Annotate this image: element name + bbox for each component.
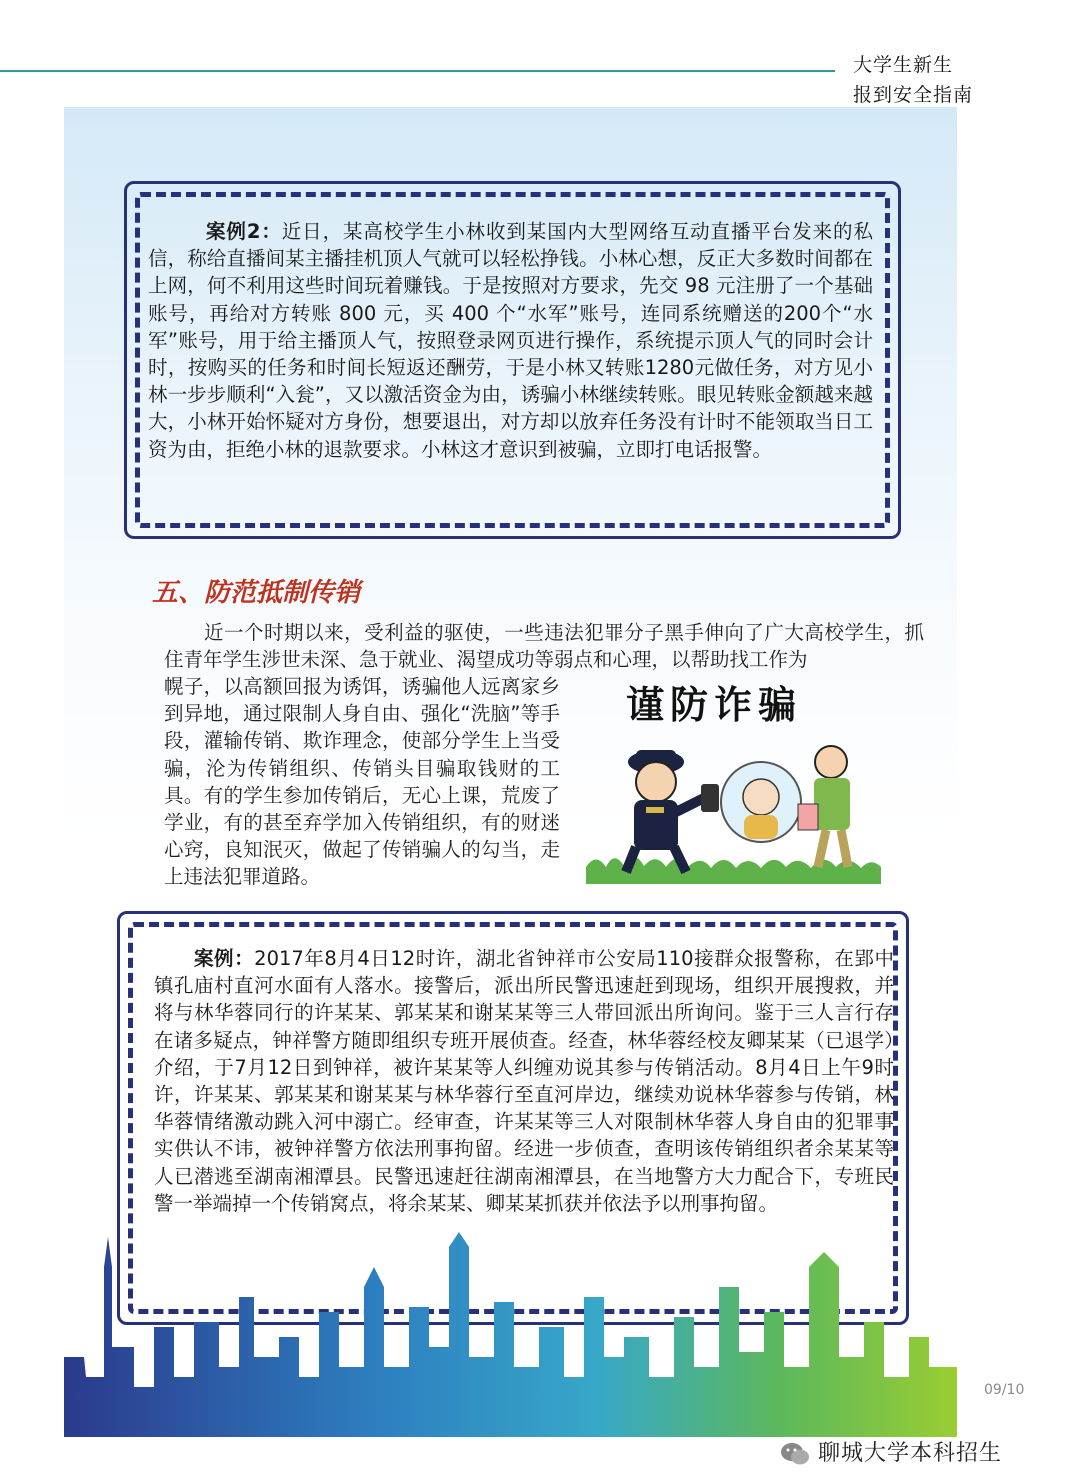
- page-number: 09/10: [984, 1382, 1025, 1398]
- case1-text-block: [148, 218, 873, 463]
- section-title: 五、防范抵制传销: [152, 578, 361, 608]
- section-paragraph-left: 幌子，以高额回报为诱饵，诱骗他人远离家乡到异地，通过限制人身自由、强化“洗脑”等手段，灌输传销、欺诈理念，使部分学生上当受骗，沦为传销组织、传销头目骗取钱财的工具。有的学生参加传销后，无心上课，荒废了学业，有的甚至弃学加入传销组织，有的财迷心窍，良知泯灭，做起了传销骗人的勾当，走上违法犯罪道路。: [164, 675, 560, 889]
- watermark: [780, 1436, 1002, 1467]
- header-title-line1: 大学生新生: [853, 54, 954, 76]
- watermark-text: 聊城大学本科招生: [818, 1441, 1003, 1466]
- wechat-icon: [780, 1441, 810, 1467]
- illustration-title: 谨防诈骗: [626, 682, 803, 727]
- case1-body: 近日，某高校学生小林收到某国内大型网络互动直播平台发来的私信，称给直播间某主播挂机顶人气就可以轻松挣钱。小林心想，反正大多数时间都在上网，何不利用这些时间玩着赚钱。于是按照对方要求，先交 98 元注册了一个基础账号，再给对方转账 800 元，买 400 个“水军”账号，连同系统赠送的200个“水军”账号，用于给主播顶人气，按照登录网页进行操作，系统提示顶人气的同时会计时，按购买的任务和时间长短返还酬劳，于是小林又转账1280元做任务，对方见小林一步步顺利“入瓮”，又以激活资金为由，诱骗小林继续转账。眼见转账金额越来越大，小林开始怀疑对方身份，想要退出，对方却以放弃任务没有计时不能领取当日工资为由，拒绝小林的退款要求。小林这才意识到被骗，立即打电话报警。: [148, 220, 873, 461]
- case2-text-block: [154, 945, 894, 1217]
- header-title-line2: 报到安全指南: [853, 84, 974, 106]
- section-paragraph-top: [164, 619, 924, 673]
- section-paragraph-top-text: 近一个时期以来，受利益的驱使，一些违法犯罪分子黑手伸向了广大高校学生，抓住青年学生涉世未深、急于就业、渴望成功等弱点和心理，以帮助找工作为: [164, 621, 924, 672]
- case1-label: 案例2：: [206, 220, 282, 243]
- header-title: [853, 50, 973, 110]
- case2-label: 案例：: [194, 947, 255, 970]
- city-skyline-icon: [64, 1227, 957, 1437]
- header-divider-line: [0, 70, 835, 72]
- case2-body: 2017年8月4日12时许，湖北省钟祥市公安局110接群众报警称，在郢中镇孔庙村直河水面有人落水。接警后，派出所民警迅速赶到现场，组织开展搜救，并将与林华蓉同行的许某某、郭某某和谢某某等三人带回派出所询问。鉴于三人言行存在诸多疑点，钟祥警方随即组织专班开展侦查。经查，林华蓉经校友卿某某（已退学）介绍，于7月12日到钟祥，被许某某等人纠缠劝说其参与传销活动。8月4日上午9时许，许某某、郭某某和谢某某与林华蓉行至直河岸边，继续劝说林华蓉参与传销，林华蓉情绪激动跳入河中溺亡。经审查，许某某等三人对限制林华蓉人身自由的犯罪事实供认不讳，被钟祥警方依法刑事拘留。经进一步侦查，查明该传销组织者余某某等人已潜逃至湖南湘潭县。民警迅速赶往湖南湘潭县，在当地警方大力配合下，专班民警一举端掉一个传销窝点，将余某某、卿某某抓获并依法予以刑事拘留。: [154, 947, 894, 1215]
- anti-fraud-illustration: [586, 672, 881, 887]
- page-content: [64, 107, 957, 1437]
